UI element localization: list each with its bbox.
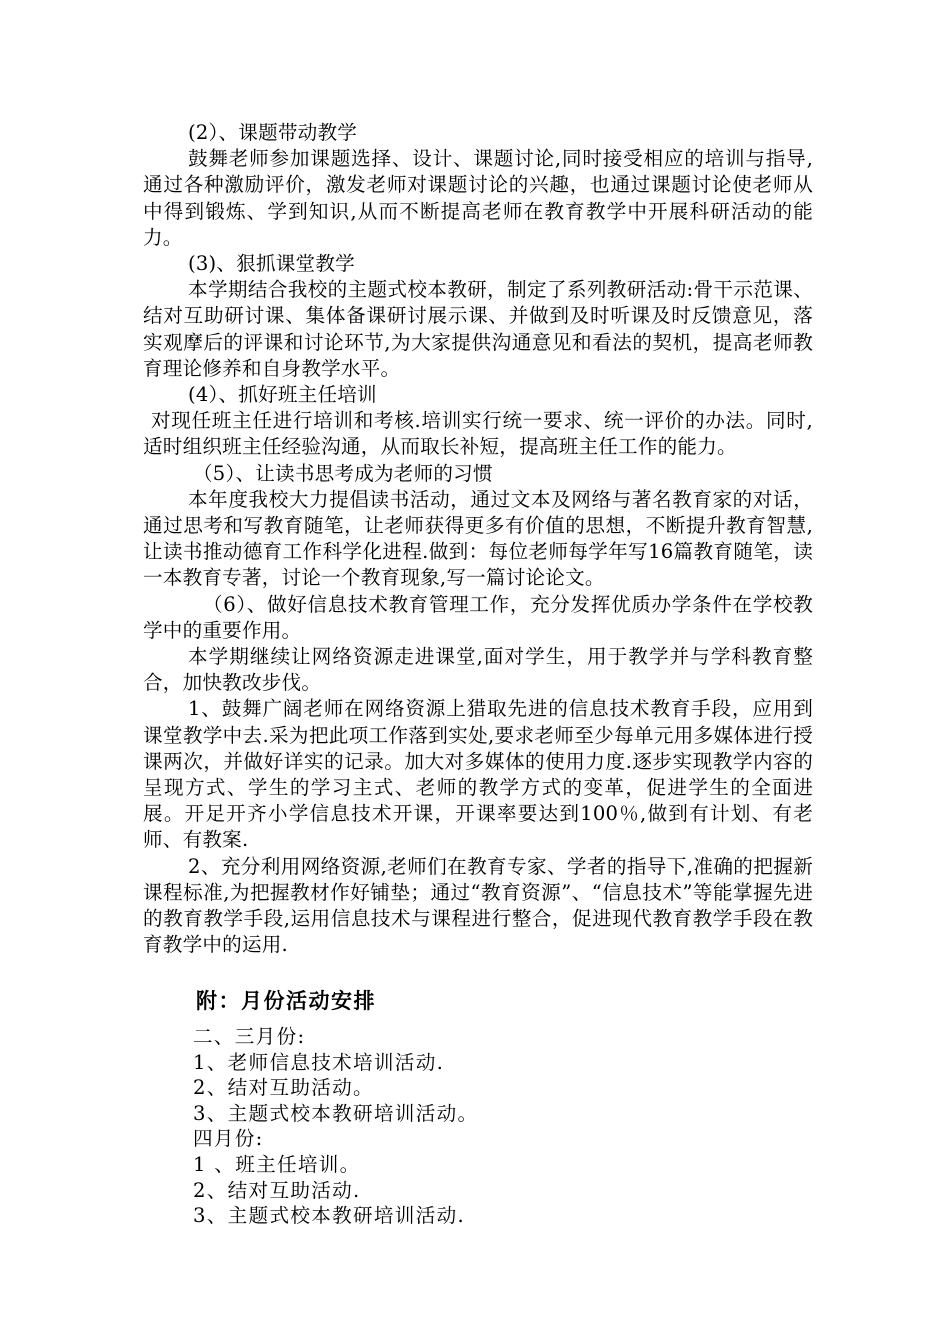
document-body: [143, 120, 813, 959]
section-body-4: 对现任班主任进行培训和考核.培训实行统一要求、统一评价的办法。同时,适时组织班主任经验沟通，从而取长补短，提高班主任工作的能力。: [143, 409, 813, 459]
monthly-schedule: [193, 1024, 478, 1229]
section-body-6-intro: 本学期继续让网络资源走进课堂,面对学生，用于教学并与学科教育整合，加快教改步伐。: [143, 645, 813, 695]
section-heading-5: （5）、让读书思考成为老师的习惯: [193, 461, 493, 485]
section-body-6-item-1: 1、鼓舞广阔老师在网络资源上猎取先进的信息技术教育手段，应用到课堂教学中去.采为把此项工作落到实处,要求老师至少每单元用多媒体进行授课两次，并做好详实的记录。加大对多媒体的使用力度.逐步实现教学内容的呈现方式、学生的学习主式、老师的教学方式的变革，促进学生的全面进展。开足开齐小学信息技术开课，开课率要达到100％,做到有计划、有老师、有教案.: [143, 697, 813, 852]
schedule-item: 1、老师信息技术培训活动.: [193, 1050, 445, 1074]
section-heading-2: (2）、课题带动教学: [188, 121, 358, 144]
section-heading-6: （6）、做好信息技术教育管理工作，充分发挥优质办学条件在学校教学中的重要作用。: [143, 592, 813, 642]
schedule-item: 1 、班主任培训。: [193, 1152, 361, 1176]
schedule-item: 3、主题式校本教研培训活动。: [193, 1101, 479, 1125]
section-heading-4: (4）、抓好班主任培训: [188, 383, 377, 407]
appendix-title: 附：月份活动安排: [196, 988, 376, 1013]
section-body-5: 本年度我校大力提倡读书活动，通过文本及网络与著名教育家的对话，通过思考和写教育随笔，让老师获得更多有价值的思想，不断提升教育智慧,让读书推动德育工作科学化进程.做到：每位老师每学年写16篇教育随笔，读一本教育专著，讨论一个教育现象,写一篇讨论论文。: [143, 487, 813, 590]
section-body-2: 鼓舞老师参加课题选择、设计、课题讨论,同时接受相应的培训与指导,通过各种激励评价，激发老师对课题讨论的兴趣，也通过课题讨论使老师从中得到锻炼、学到知识,从而不断提高老师在教育教学中开展科研活动的能力。: [143, 147, 813, 249]
section-heading-3: (3)、狠抓课堂教学: [188, 252, 355, 276]
schedule-item: 3、主题式校本教研培训活动.: [193, 1204, 466, 1228]
schedule-month: 四月份:: [193, 1127, 264, 1151]
schedule-item: 2、结对互助活动.: [193, 1178, 361, 1202]
schedule-month: 二、三月份:: [193, 1025, 306, 1048]
schedule-item: 2、结对互助活动。: [193, 1076, 374, 1100]
section-body-3: 本学期结合我校的主题式校本教研，制定了系列教研活动:骨干示范课、结对互助研讨课、集体备课研讨展示课、并做到及时听课及时反馈意见，落实观摩后的评课和讨论环节,为大家提供沟通意见和看法的契机，提高老师教育理论修养和自身教学水平。: [143, 278, 813, 380]
section-body-6-item-2: 2、充分利用网络资源,老师们在教育专家、学者的指导下,准确的把握新课程标准,为把握教材作好铺垫；通过“教育资源”、“信息技术”等能掌握先进的教育教学手段,运用信息技术与课程进行整合，促进现代教育教学手段在教育教学中的运用.: [143, 854, 813, 957]
